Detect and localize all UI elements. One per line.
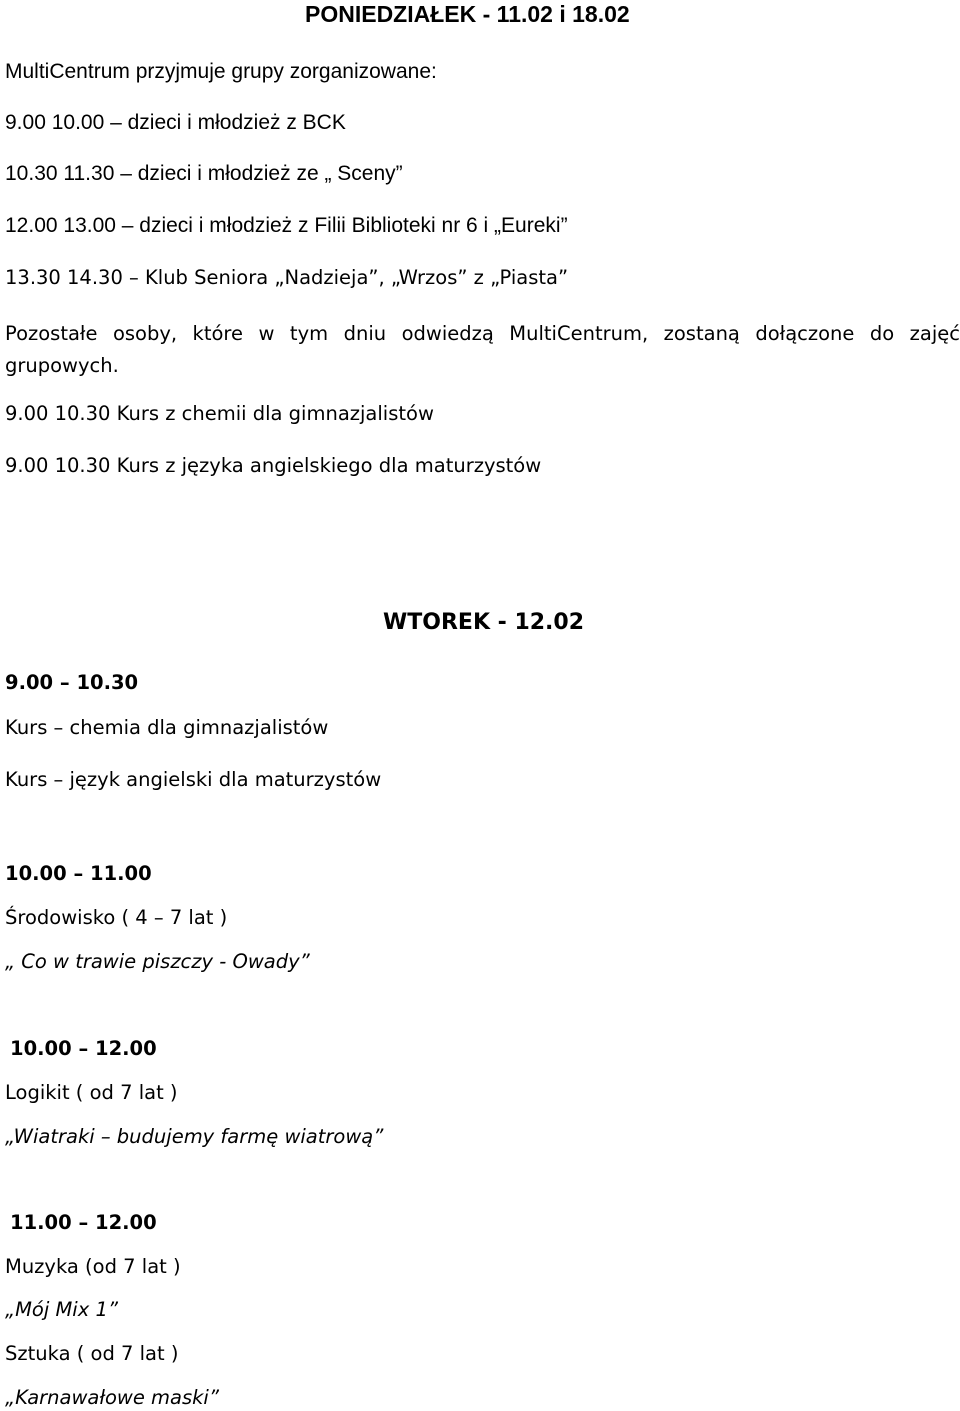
activity-name: Muzyka (od 7 lat ) — [5, 1255, 181, 1278]
tuesday-time: 11.00 – 12.00 — [10, 1211, 157, 1234]
tuesday-course: Kurs – chemia dla gimnazjalistów — [5, 716, 329, 739]
activity-name: Sztuka ( od 7 lat ) — [5, 1342, 179, 1365]
tuesday-time: 10.00 – 11.00 — [5, 862, 152, 885]
monday-title: PONIEDZIAŁEK - 11.02 i 18.02 — [305, 1, 630, 27]
tuesday-title: WTOREK - 12.02 — [383, 610, 585, 635]
activity-name: Logikit ( od 7 lat ) — [5, 1081, 178, 1104]
course-line: 9.00 10.30 Kurs z chemii dla gimnazjalistów — [5, 402, 434, 425]
activity-topic: „Mój Mix 1” — [5, 1298, 118, 1321]
tuesday-time: 9.00 – 10.30 — [5, 671, 139, 694]
activity-name: Środowisko ( 4 – 7 lat ) — [5, 906, 228, 929]
group-line: 9.00 10.00 – dzieci i młodzież z BCK — [5, 111, 346, 134]
course-line: 9.00 10.30 Kurs z języka angielskiego dla maturzystów — [5, 454, 542, 477]
group-line: 10.30 11.30 – dzieci i młodzież ze „ Sceny” — [5, 162, 403, 185]
activity-topic: „Karnawałowe maski” — [5, 1386, 219, 1409]
tuesday-course: Kurs – język angielski dla maturzystów — [5, 768, 382, 791]
group-line: 12.00 13.00 – dzieci i młodzież z Filii Biblioteki nr 6 i „Eureki” — [5, 214, 568, 237]
monday-note: Pozostałe osoby, które w tym dniu odwiedzą MultiCentrum, zostaną dołączone do zajęć grupowych. — [5, 322, 960, 377]
activity-topic: „ Co w trawie piszczy - Owady” — [5, 950, 310, 973]
activity-topic: „Wiatraki – budujemy farmę wiatrową” — [5, 1125, 384, 1148]
tuesday-time: 10.00 – 12.00 — [10, 1037, 157, 1060]
monday-intro: MultiCentrum przyjmuje grupy zorganizowane: — [5, 60, 437, 83]
group-line: 13.30 14.30 – Klub Seniora „Nadzieja”, „Wrzos” z „Piasta” — [5, 266, 569, 289]
